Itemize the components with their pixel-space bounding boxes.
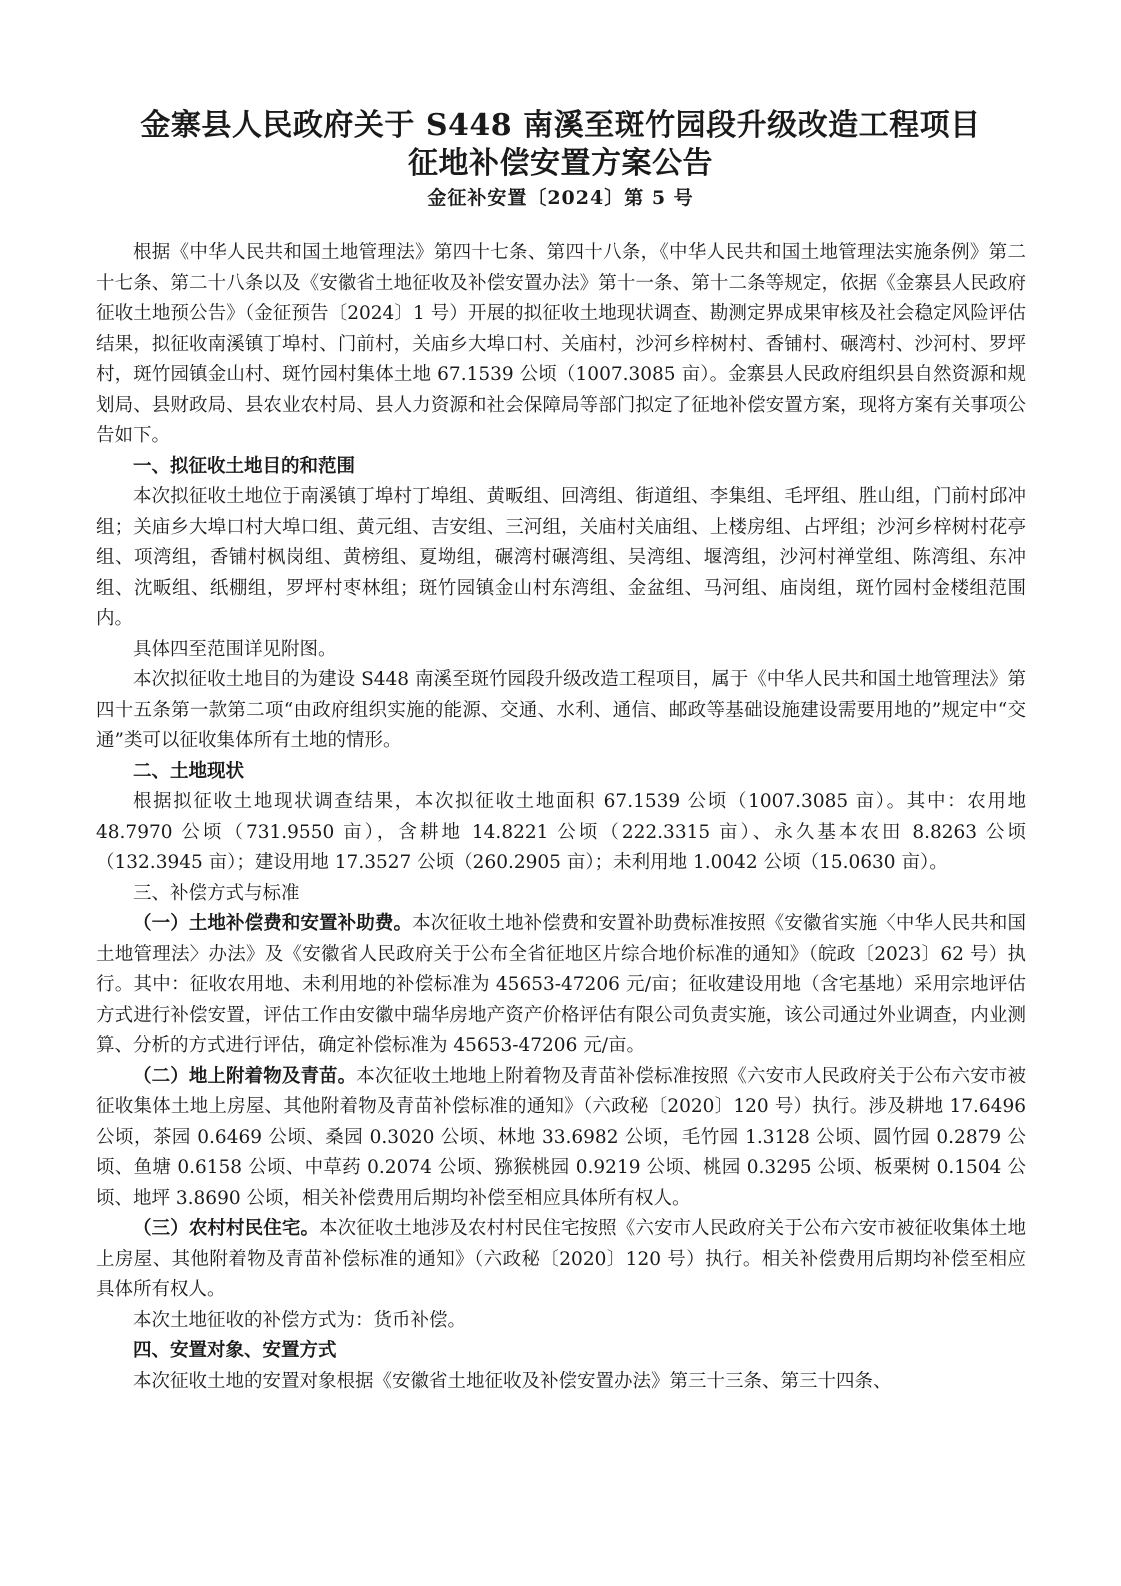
section-4-paragraph-1: 本次征收土地的安置对象根据《安徽省土地征收及补偿安置办法》第三十三条、第三十四条、 [133,1370,892,1392]
section-4-heading: 四、安置对象、安置方式 [133,1340,337,1361]
section-3-item-2 [96,1062,1026,1215]
item-1-text: 本次征收土地补偿费和安置补助费标准按照《安徽省实施〈中华人民共和国土地管理法〉办法》及《安徽省人民政府关于公布全省征地区片综合地价标准的通知》（皖政〔2023〕62 号）执行。其中：征收农用地、未利用地的补偿标准为 45653-47206 元/亩；征收建设用地（含宅基地）采用宗地评估方式进行补偿安置，评估工作由安徽中瑞华房地产资产价格评估有限公司负责实施，该公司通过外业调查，内业测算、分析的方式进行评估，确定补偿标准为 45653-47206 元/亩。 [96,913,1026,1056]
item-2-lead: （二）地上附着物及青苗。 [133,1065,357,1087]
section-1-paragraph-3: 本次拟征收土地目的为建设 S448 南溪至斑竹园段升级改造工程项目，属于《中华人民共和国土地管理法》第四十五条第一款第二项“由政府组织实施的能源、交通、水利、通信、邮政等基础设施建设需要用地的”规定中“交通”类可以征收集体所有土地的情形。 [96,669,1026,751]
section-2-heading: 二、土地现状 [133,760,245,782]
document-body [96,238,1026,1397]
section-3-heading: 三、补偿方式与标准 [133,882,300,904]
item-1-lead: （一）土地补偿费和安置补助费。 [133,913,413,934]
document-number: 金征补安置〔2024〕第 5 号 [427,187,694,209]
section-3-compensation-method: 本次土地征收的补偿方式为：货币补偿。 [133,1309,467,1331]
section-3-item-1 [96,909,1026,1062]
item-3-text: 本次征收土地涉及农村村民住宅按照《六安市人民政府关于公布六安市被征收集体土地上房屋、其他附着物及青苗补偿标准的通知》（六政秘〔2020〕120 号）执行。相关补偿费用后期均补偿至相应具体所有权人。 [96,1218,1026,1300]
item-3-lead: （三）农村村民住宅。 [133,1218,320,1239]
section-1-heading: 一、拟征收土地目的和范围 [133,455,356,477]
section-2-paragraph-1: 根据拟征收土地现状调查结果，本次拟征收土地面积 67.1539 公顷（1007.3085 亩）。其中：农用地 48.7970 公顷（731.9550 亩），含耕地 14.8221 公顷（222.3315 亩）、永久基本农田 8.8263 公顷（132.3945 亩）；建设用地 17.3527 公顷（260.2905 亩）；未利用地 1.0042 公顷（15.0630 亩）。 [96,791,1026,873]
section-3-item-3 [96,1214,1026,1306]
title-line-1: 金寨县人民政府关于 S448 南溪至斑竹园段升级改造工程项目 [140,108,981,143]
section-1-paragraph-1: 本次拟征收土地位于南溪镇丁埠村丁埠组、黄畈组、回湾组、街道组、李集组、毛坪组、胜山组，门前村邱冲组；关庙乡大埠口村大埠口组、黄元组、吉安组、三河组，关庙村关庙组、上楼房组、占坪组；沙河乡梓树村花亭组、项湾组，香铺村枫岗组、黄榜组、夏坳组，碾湾村碾湾组、吴湾组、堰湾组，沙河村禅堂组、陈湾组、东冲组、沈畈组、纸棚组，罗坪村枣林组；斑竹园镇金山村东湾组、金盆组、马河组、庙岗组，斑竹园村金楼组范围内。 [96,486,1026,629]
section-1-paragraph-2: 具体四至范围详见附图。 [133,638,337,660]
item-2-text: 本次征收土地地上附着物及青苗补偿标准按照《六安市人民政府关于公布六安市被征收集体土地上房屋、其他附着物及青苗补偿标准的通知》（六政秘〔2020〕120 号）执行。涉及耕地 17.6496 公顷，茶园 0.6469 公顷、桑园 0.3020 公顷、林地 33.6982 公顷，毛竹园 1.3128 公顷、圆竹园 0.2879 公顷、鱼塘 0.6158 公顷、中草药 0.2074 公顷、猕猴桃园 0.9219 公顷、桃园 0.3295 公顷、板栗树 0.1504 公顷、地坪 3.8690 公顷，相关补偿费用后期均补偿至相应具体所有权人。 [96,1065,1026,1209]
title-line-2: 征地补偿安置方案公告 [408,146,713,181]
intro-paragraph: 根据《中华人民共和国土地管理法》第四十七条、第四十八条，《中华人民共和国土地管理法实施条例》第二十七条、第二十八条以及《安徽省土地征收及补偿安置办法》第十一条、第十二条等规定，依据《金寨县人民政府征收土地预公告》（金征预告〔2024〕1 号）开展的拟征收土地现状调查、勘测定界成果审核及社会稳定风险评估结果，拟征收南溪镇丁埠村、门前村，关庙乡大埠口村、关庙村，沙河乡梓树村、香铺村、碾湾村、沙河村、罗坪村，斑竹园镇金山村、斑竹园村集体土地 67.1539 公顷（1007.3085 亩）。金寨县人民政府组织县自然资源和规划局、县财政局、县农业农村局、县人力资源和社会保障局等部门拟定了征地补偿安置方案，现将方案有关事项公告如下。 [96,242,1026,446]
